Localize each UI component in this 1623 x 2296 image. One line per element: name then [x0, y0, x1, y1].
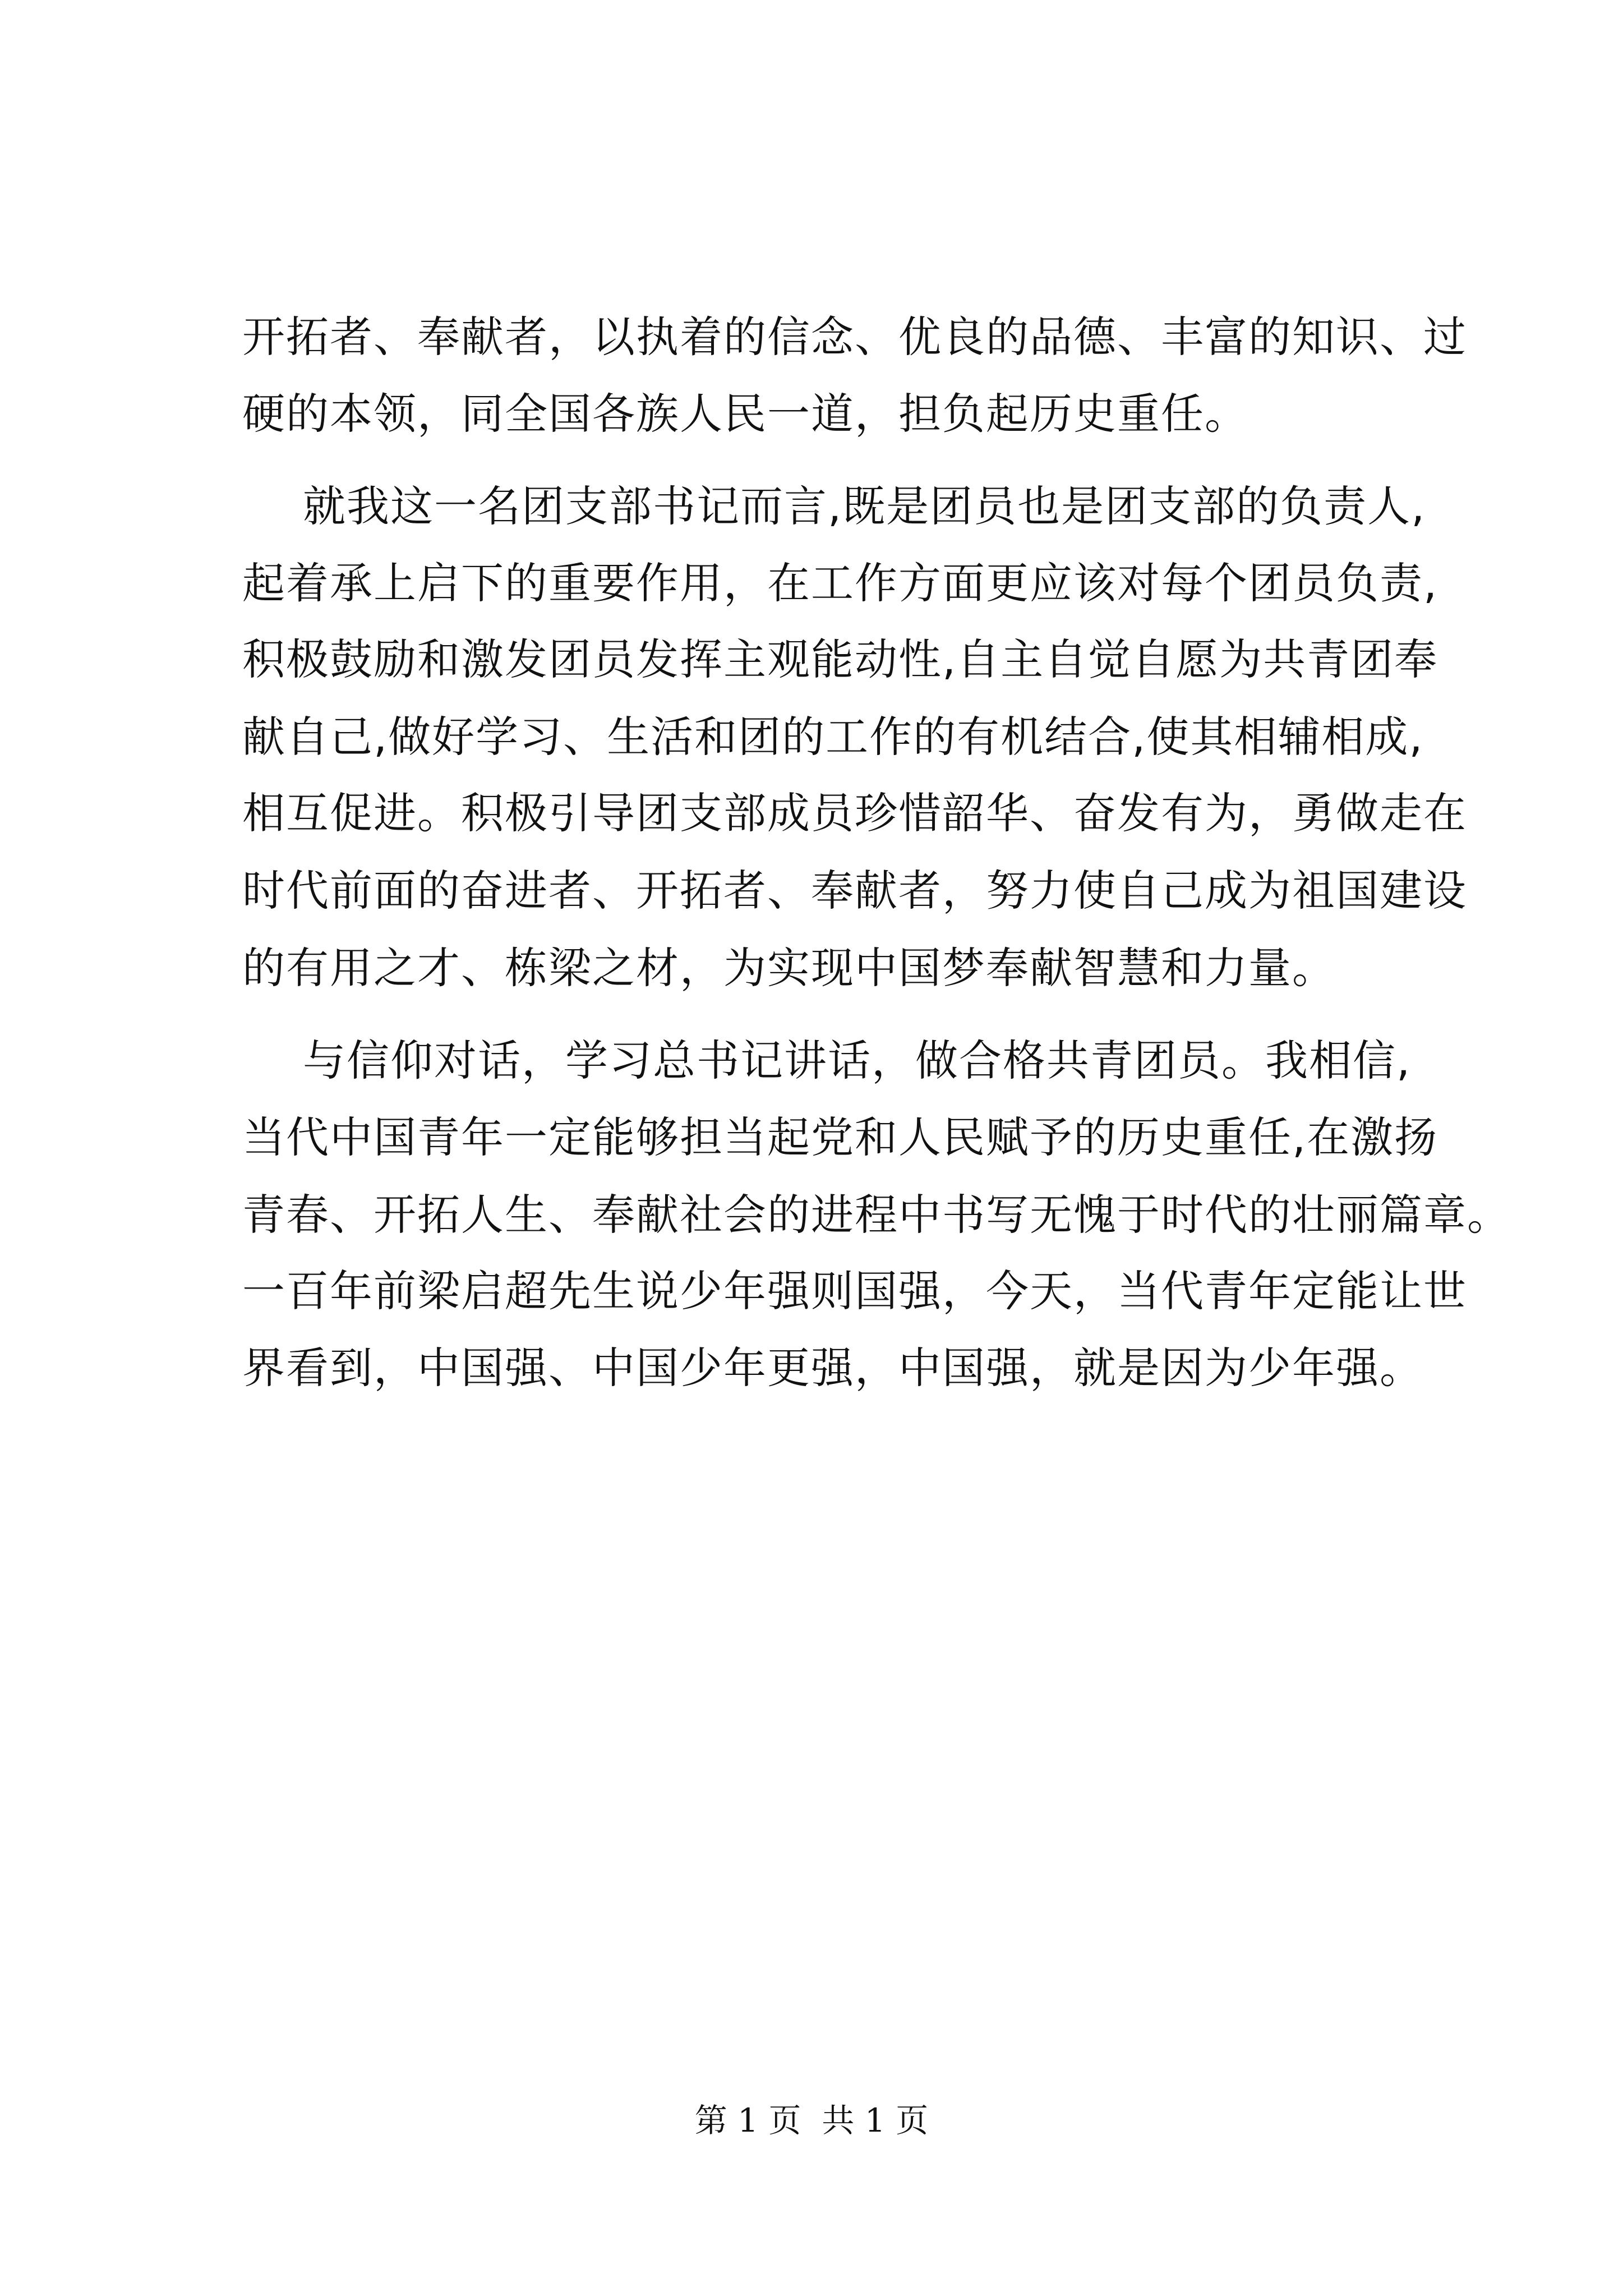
- body-text-line: 一百年前梁启超先生说少年强则国强，今天，当代青年定能让世: [242, 1266, 1467, 1316]
- paragraph-first-line: 就我这一名团支部书记而言,既是团员也是团支部的负责人,: [303, 481, 1426, 531]
- body-text-line: 的有用之才、栋梁之材，为实现中国梦奉献智慧和力量。: [242, 943, 1336, 993]
- body-text-line: 青春、开拓人生、奉献社会的进程中书写无愧于时代的壮丽篇章。: [242, 1190, 1511, 1240]
- body-text-line: 开拓者、奉献者，以执着的信念、优良的品德、丰富的知识、过: [242, 312, 1467, 362]
- body-text-line: 起着承上启下的重要作用，在工作方面更应该对每个团员负责,: [242, 558, 1438, 608]
- body-text-line: 界看到，中国强、中国少年更强，中国强，就是因为少年强。: [242, 1343, 1423, 1393]
- body-text-line: 时代前面的奋进者、开拓者、奉献者，努力使自己成为祖国建设: [242, 866, 1467, 915]
- body-text-line: 献自己,做好学习、生活和团的工作的有机结合,使其相辅相成,: [242, 712, 1424, 762]
- body-text-line: 硬的本领，同全国各族人民一道，担负起历史重任。: [242, 389, 1248, 439]
- paragraph-first-line: 与信仰对话，学习总书记讲话，做合格共青团员。我相信,: [303, 1036, 1412, 1085]
- body-text-line: 相互促进。积极引导团支部成员珍惜韶华、奋发有为，勇做走在: [242, 788, 1467, 838]
- page-number-footer: 第 1 页 共 1 页: [694, 2101, 929, 2139]
- body-text-line: 积极鼓励和激发团员发挥主观能动性,自主自觉自愿为共青团奉: [242, 634, 1438, 684]
- body-text-line: 当代中国青年一定能够担当起党和人民赋予的历史重任,在激扬: [242, 1112, 1438, 1162]
